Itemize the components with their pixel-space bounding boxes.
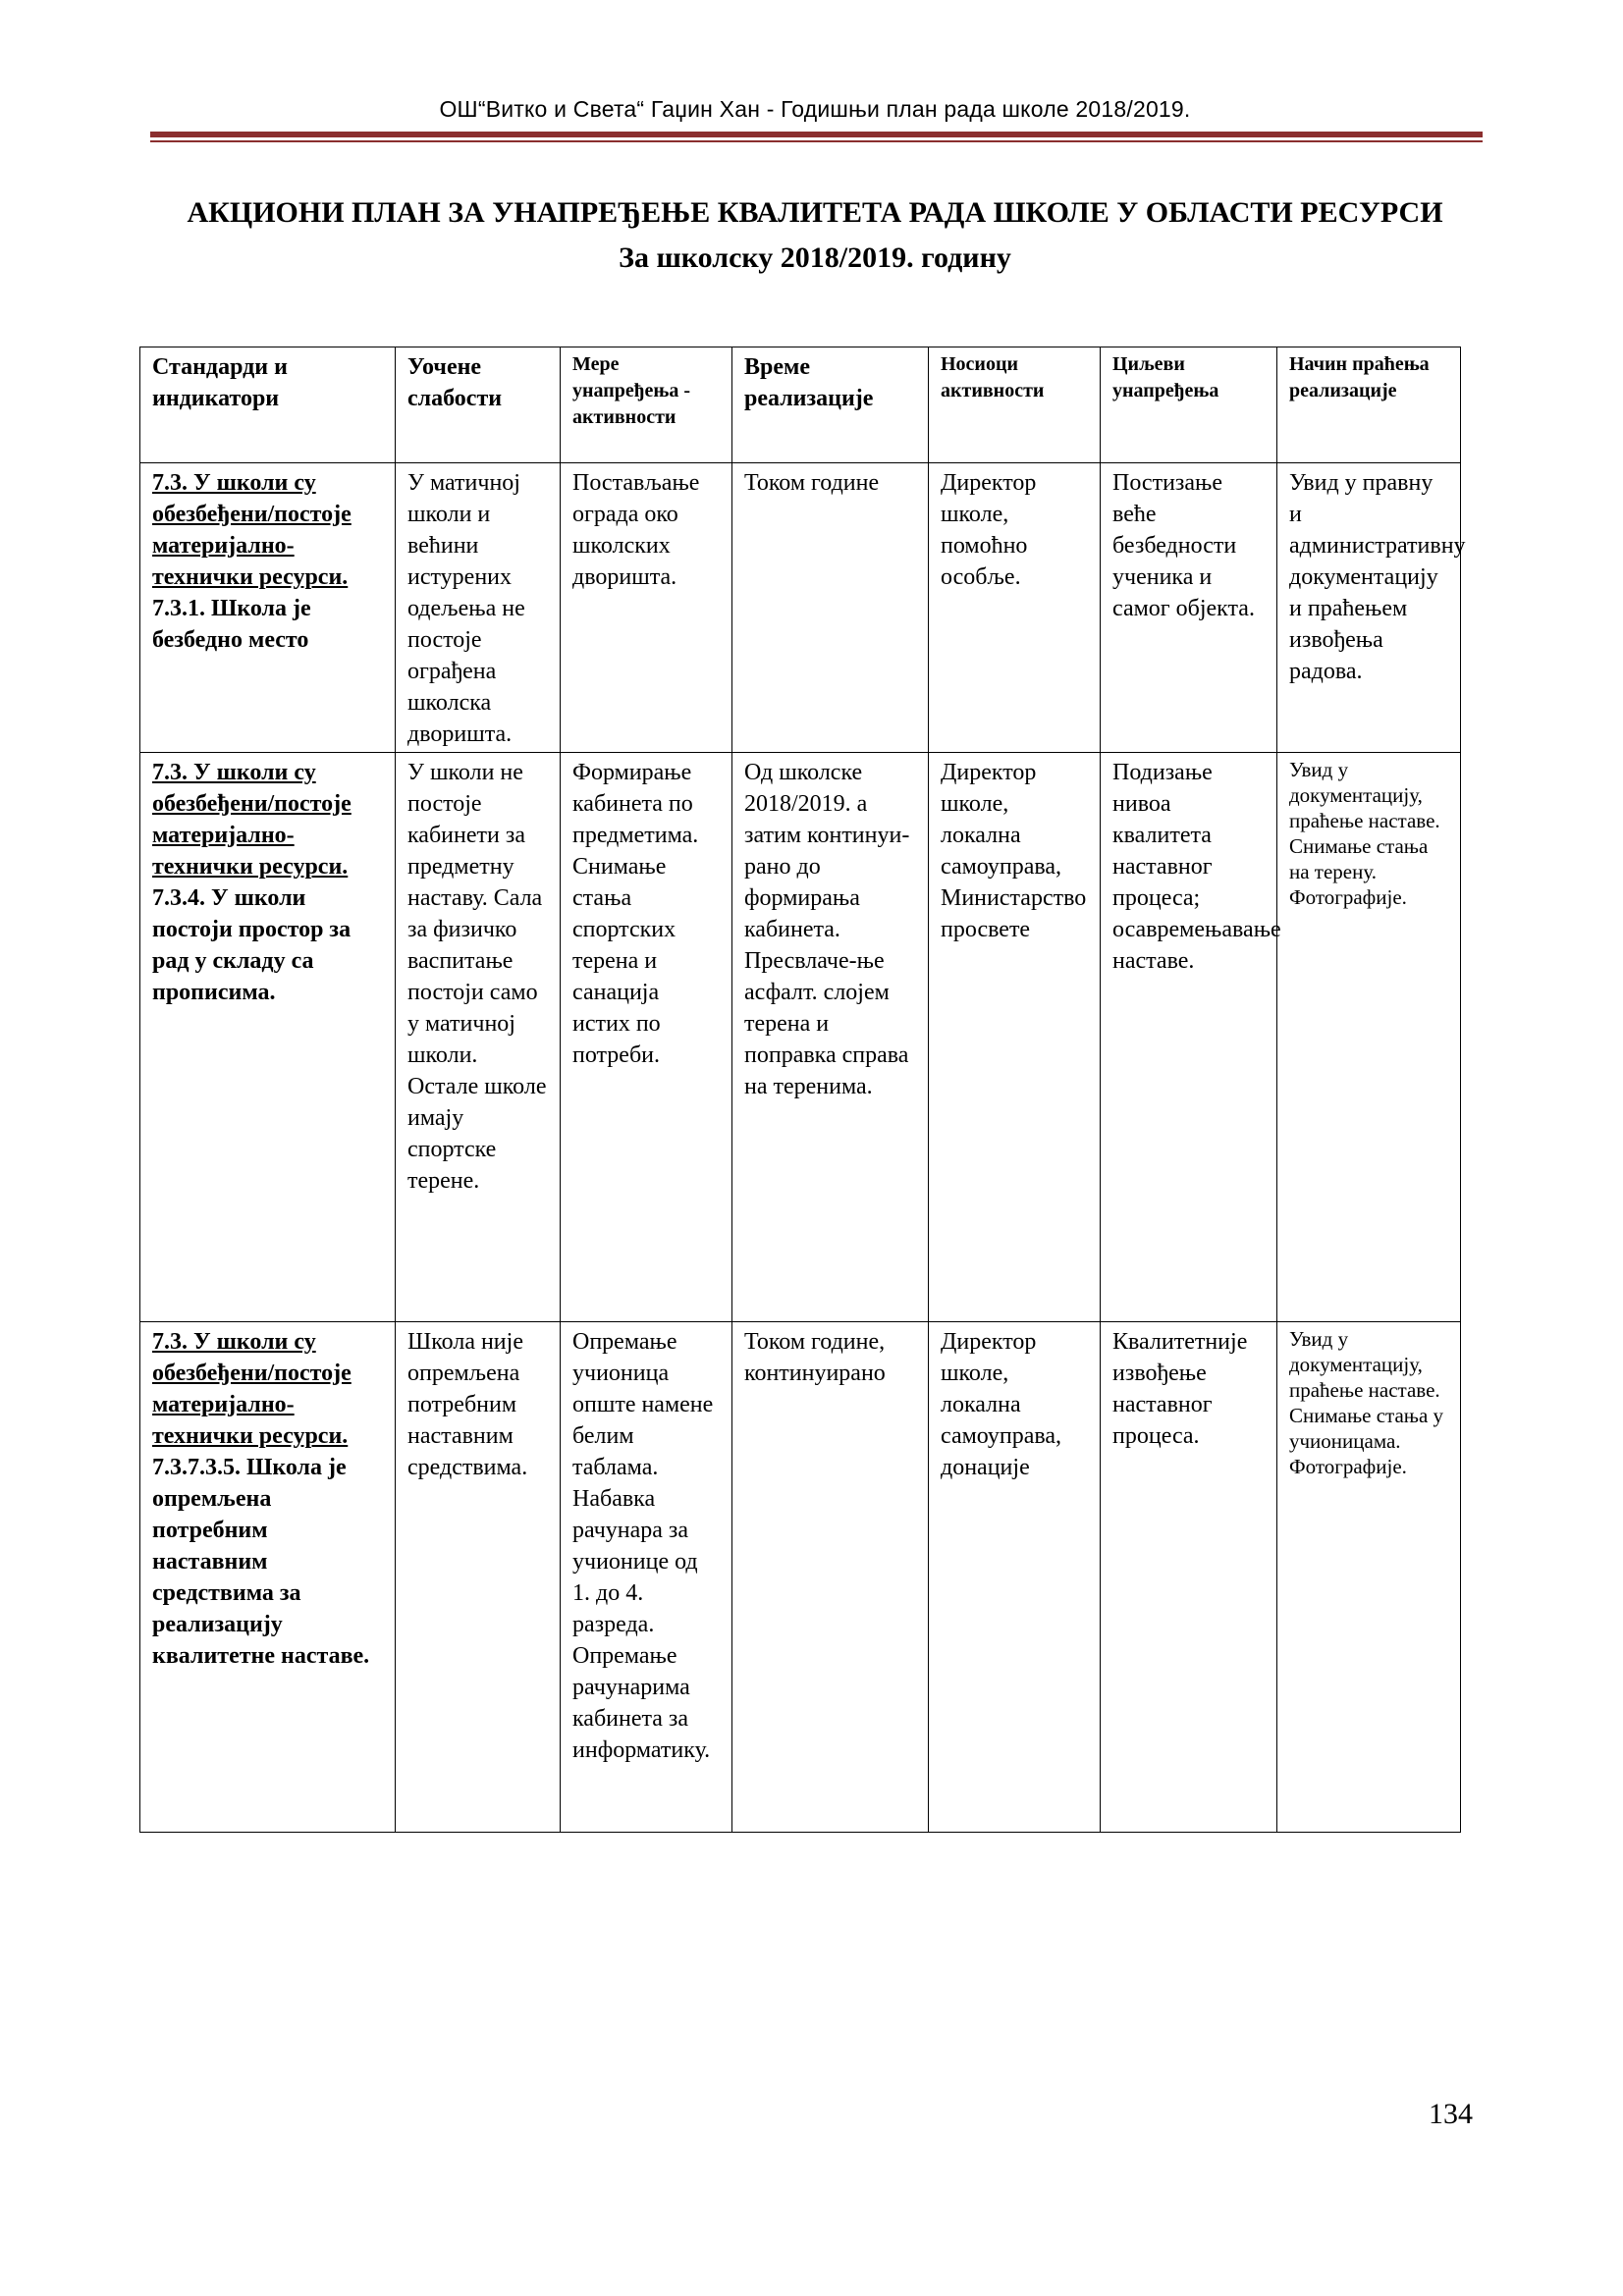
measures-text: Формирање кабинета по предметима. Снимање стања спортских терена и санација истих по потреби. [572,760,699,1068]
table-row [140,753,1461,1322]
table-row [140,463,1461,753]
standard-heading: 7.3. У школи су обезбеђени/постоје материјално-технички ресурси. [152,760,352,880]
timeline-text: Од школске 2018/2019. а затим континуи-рано до формирања кабинета. Пресвлаче-ње асфалт. слојем терена и поправка справа на теренима. [744,760,910,1099]
holders-text: Директор школе, помоћно особље. [941,470,1037,590]
monitoring-text: Увид у документацију, праћење наставе. Снимање стања у учионицама. Фотографије. [1289,1327,1444,1478]
title-line-1: АКЦИОНИ ПЛАН ЗА УНАПРЕЂЕЊЕ КВАЛИТЕТА РАДА ШКОЛЕ У ОБЛАСТИ РЕСУРСИ [187,196,1443,229]
standard-indicator: 7.3.7.3.5. Школа је опремљена потребним наставним средствима за реализацију квалитетне наставе. [152,1455,370,1669]
col-header-weaknesses: Уочене слабости [396,347,561,463]
page-number: 134 [1429,2098,1473,2130]
monitoring-cell [1277,753,1461,1322]
goals-cell [1101,753,1281,1322]
title-line-2: За школску 2018/2019. годину [619,241,1011,274]
document-title [147,194,1483,277]
monitoring-text: Увид у документацију, праћење наставе. Снимање стања на терену. Фотографије. [1289,758,1440,909]
standard-cell [140,753,396,1322]
weaknesses-cell [396,1322,561,1833]
standard-heading: 7.3. У школи су обезбеђени/постоје материјално-технички ресурси. [152,470,352,590]
measures-text: Опремање учионица опште намене белим таблама. Набавка рачунара за учионице од 1. до 4. разреда. Опремање рачунарима кабинета за информатику. [572,1329,714,1763]
weaknesses-cell [396,463,561,753]
goals-text: Квалитетније извођење наставног процеса. [1112,1329,1248,1449]
weaknesses-text: Школа није опремљена потребним наставним средствима. [407,1329,528,1480]
goals-cell [1101,463,1277,753]
table-header-row [140,347,1461,463]
timeline-cell [732,753,929,1322]
running-header: ОШ“Витко и Света“ Гаџин Хан - Годишњи план рада школе 2018/2019. [439,96,1191,122]
col-header-goals: Циљеви унапређења [1101,347,1277,463]
header-rule-thin [150,140,1483,142]
goals-cell [1101,1322,1277,1833]
action-plan-table [139,347,1466,1833]
holders-cell [929,1322,1101,1833]
standard-heading: 7.3. У школи су обезбеђени/постоје материјално-технички ресурси. [152,1329,352,1449]
header-rule-thick [150,132,1483,137]
col-header-holders: Носиоци активности [929,347,1101,463]
holders-text: Директор школе, локална самоуправа, Министарство просвете [941,760,1087,942]
weaknesses-text: У школи не постоје кабинети за предметну наставу. Сала за физичко васпитање постоји само у матичној школи. Остале школе имају спортске терене. [407,760,547,1194]
timeline-cell [732,1322,929,1833]
standard-cell [140,1322,396,1833]
timeline-text: Током године, континуирано [744,1329,886,1386]
weaknesses-text: У матичној школи и већини истурених одељења не постоје ограђена школска дворишта. [407,470,525,747]
standard-cell [140,463,396,753]
standard-indicator: 7.3.1. Школа је безбедно место [152,596,311,653]
standard-indicator: 7.3.4. У школи постоји простор за рад у складу са прописима. [152,885,352,1005]
col-header-standards: Стандарди и индикатори [140,347,396,463]
holders-text: Директор школе, локална самоуправа, донације [941,1329,1062,1480]
col-header-monitoring: Начин праћења реализације [1277,347,1461,463]
measures-cell [561,753,732,1322]
timeline-cell [732,463,929,753]
monitoring-text: Увид у правну и административну документацију и праћењем извођења радова. [1289,470,1466,684]
holders-cell [929,753,1101,1322]
col-header-measures: Мере унапређења - активности [561,347,732,463]
timeline-text: Током године [744,470,880,496]
goals-text: Постизање веће безбедности ученика и самог објекта. [1112,470,1255,621]
measures-cell [561,1322,732,1833]
goals-text: Подизање нивоа квалитета наставног процеса; осавремењавање наставе. [1112,760,1281,974]
col-header-timeline: Време реализације [732,347,929,463]
holders-cell [929,463,1101,753]
monitoring-cell [1277,1322,1461,1833]
measures-text: Постављање ограда око школских дворишта. [572,470,700,590]
table-row [140,1322,1461,1833]
monitoring-cell [1277,463,1466,753]
weaknesses-cell [396,753,561,1322]
measures-cell [561,463,732,753]
